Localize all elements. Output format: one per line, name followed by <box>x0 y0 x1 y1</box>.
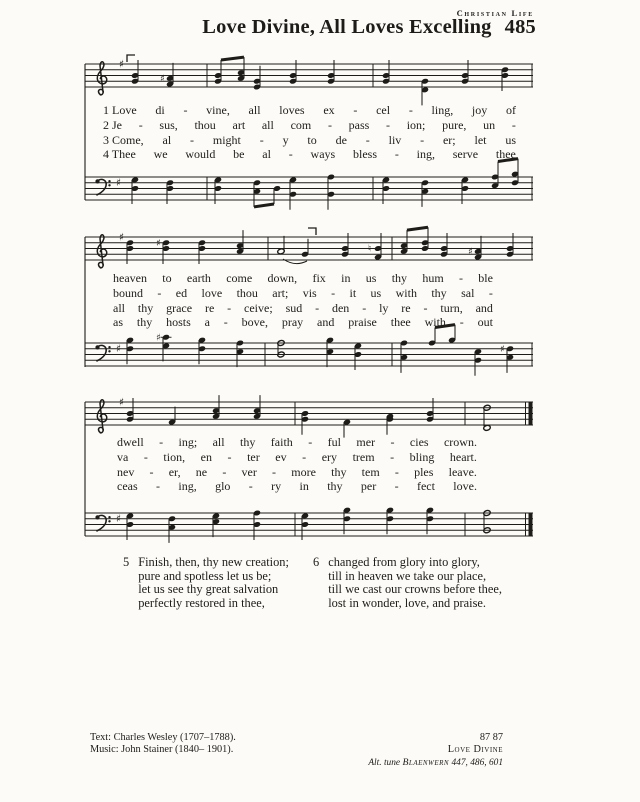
lyric-syllable: hosts <box>166 315 191 330</box>
bass-clef-icon <box>108 184 110 186</box>
syllable-hyphen: - <box>390 449 395 464</box>
lyric-syllable: bound <box>113 285 143 300</box>
lyric-syllable: heaven <box>113 271 147 285</box>
lyric-syllable: a <box>204 315 210 330</box>
lyric-syllable: ing, <box>416 147 435 162</box>
lyric-syllable: er; <box>442 132 456 147</box>
lyrics-system-3 <box>117 435 477 494</box>
lyric-syllable: sal <box>461 285 475 300</box>
lyric-syllable: out <box>477 315 493 330</box>
lyric-syllable: love. <box>453 479 477 494</box>
bass-clef-icon <box>95 515 99 519</box>
lyric-syllable: to <box>162 271 172 285</box>
lyric-syllable: it <box>349 285 357 300</box>
lyric-syllable: to <box>307 132 317 147</box>
lyric-syllable: thy <box>391 271 408 285</box>
lyric-syllable: al <box>162 132 172 147</box>
final-barline-thick <box>529 513 533 536</box>
lyric-syllable: ex <box>323 103 335 117</box>
accidental: ♯ <box>500 343 505 355</box>
syllable-hyphen: - <box>223 315 228 330</box>
lyric-syllable: ceas <box>117 479 138 494</box>
lyric-syllable: ly <box>379 300 389 315</box>
lyric-syllable: pass <box>348 117 370 132</box>
lyric-syllable: all <box>261 117 274 132</box>
lyric-syllable: of <box>505 103 516 117</box>
lyric-syllable: y <box>282 132 289 147</box>
meter: 87 87 <box>479 732 503 743</box>
lyric-line <box>117 465 477 480</box>
lyric-syllable: tion, <box>163 449 186 464</box>
lyric-syllable: we <box>153 147 168 162</box>
lyric-syllable: art <box>232 117 246 132</box>
key-signature-sharp: ♯ <box>116 343 122 355</box>
lyric-syllable: ling, <box>431 103 454 117</box>
lyric-syllable: might <box>212 132 241 147</box>
lyric-syllable: and <box>475 300 493 315</box>
lyric-syllable: leave. <box>448 464 477 479</box>
treble-clef-icon <box>97 235 106 268</box>
lyric-syllable: ery <box>321 449 338 464</box>
accidental: ♯ <box>156 237 161 249</box>
syllable-hyphen: - <box>327 117 332 132</box>
lyric-syllable: mer <box>356 435 376 449</box>
lyric-line <box>117 479 477 494</box>
category-heading: Christian Life <box>456 8 534 18</box>
verse-line: changed from glory into glory, <box>328 555 480 569</box>
syllable-hyphen: - <box>288 147 293 162</box>
lyric-syllable: love <box>201 285 223 300</box>
lyric-syllable: loves <box>279 103 305 117</box>
lyric-syllable: all <box>248 103 261 117</box>
lyric-syllable: as <box>113 315 123 330</box>
lyric-syllable: all <box>113 300 125 315</box>
key-signature-sharp: ♯ <box>119 396 125 409</box>
lyric-syllable: sud <box>285 300 303 315</box>
key-signature-sharp: ♯ <box>119 58 125 71</box>
treble-clef-icon <box>97 400 106 433</box>
lyric-syllable: thy <box>327 479 343 494</box>
accidental: ♯ <box>468 246 473 258</box>
lyric-syllable: faith <box>270 435 293 449</box>
lyric-syllable: va <box>117 449 129 464</box>
verse-number: 5 <box>123 555 130 569</box>
verse-lines <box>328 556 502 611</box>
key-signature-sharp: ♯ <box>119 231 125 244</box>
lyric-syllable: un <box>483 117 496 132</box>
lyric-syllable: glo <box>215 479 231 494</box>
final-barline-thick <box>529 402 533 425</box>
lyric-line <box>113 271 493 286</box>
lyric-syllable: ples <box>414 464 434 479</box>
lyric-syllable: ry <box>271 479 282 494</box>
lyrics-system-1 <box>103 103 516 162</box>
lyric-syllable: 2 Je <box>103 117 122 132</box>
syllable-hyphen: - <box>408 103 413 117</box>
lyric-syllable: den <box>331 300 350 315</box>
verse-number: 6 <box>313 555 320 569</box>
lyric-syllable: thou <box>236 285 258 300</box>
lyric-syllable: pure, <box>442 117 467 132</box>
lyric-syllable: thy <box>431 285 447 300</box>
lyric-syllable: bling <box>409 449 435 464</box>
lyric-syllable: thy <box>137 300 154 315</box>
lyric-syllable: grace <box>166 300 193 315</box>
lyric-syllable: us <box>370 285 382 300</box>
syllable-hyphen: - <box>315 300 320 315</box>
verse-6 <box>313 556 502 611</box>
music-credit: Music: John Stainer (1840– 1901). <box>90 744 234 756</box>
lyric-line <box>113 286 493 301</box>
beam <box>407 227 428 230</box>
bass-clef-icon <box>95 179 99 183</box>
alt-tune: Alt. tune Blaenwern 447, 486, 601 <box>368 756 503 768</box>
lyric-line <box>113 301 493 316</box>
lyric-syllable: fix <box>312 271 326 285</box>
syllable-hyphen: - <box>420 132 425 147</box>
lyric-syllable: earth <box>186 271 211 285</box>
lyric-syllable: 4 Thee <box>103 147 136 162</box>
verse-line: till in heaven we take our place, <box>328 568 487 583</box>
lyric-syllable: ion; <box>406 117 426 132</box>
lyric-syllable: vis <box>302 285 317 300</box>
lyric-syllable: and <box>317 315 335 330</box>
bass-clef-icon <box>108 350 110 352</box>
syllable-hyphen: - <box>138 117 143 132</box>
lyric-syllable: thee <box>390 315 411 330</box>
lyric-syllable: com <box>290 117 312 132</box>
text-credit: Text: Charles Wesley (1707–1788). <box>90 732 236 743</box>
accidental: ♮ <box>368 243 372 255</box>
lyric-syllable: bless <box>353 147 378 162</box>
lyric-syllable: bove, <box>241 315 268 330</box>
lyric-syllable: more <box>291 464 316 479</box>
verse-line: perfectly restored in thee, <box>138 596 265 611</box>
lyric-syllable: en <box>200 449 212 464</box>
syllable-hyphen: - <box>488 285 493 300</box>
verse-line: let us see thy great salvation <box>138 582 279 597</box>
lyric-syllable: ver <box>241 464 257 479</box>
lyric-syllable: per <box>360 479 377 494</box>
lyric-syllable: in <box>341 271 351 285</box>
syllable-hyphen: - <box>248 479 253 494</box>
lyric-line <box>113 315 493 330</box>
tune-name: Love Divine <box>447 744 503 756</box>
lyric-syllable: 3 Come, <box>103 132 144 147</box>
lyric-syllable: in <box>299 479 309 494</box>
lyric-syllable: liv <box>388 132 402 147</box>
tune-info <box>368 732 503 769</box>
lyric-syllable: ed <box>175 285 188 300</box>
lyric-syllable: ing; <box>178 435 198 449</box>
syllable-hyphen: - <box>394 464 399 479</box>
lyric-syllable: art; <box>272 285 289 300</box>
syllable-hyphen: - <box>227 449 232 464</box>
lyric-syllable: with <box>395 285 417 300</box>
lyric-syllable: ter <box>247 449 260 464</box>
lyric-syllable: thou <box>194 117 216 132</box>
lyric-syllable: with <box>424 315 446 330</box>
syllable-hyphen: - <box>511 117 516 132</box>
verse-line: Finish, then, thy new creation; <box>138 555 289 569</box>
syllable-hyphen: - <box>353 103 358 117</box>
lyric-syllable: de <box>335 132 347 147</box>
lyric-syllable: ways <box>310 147 336 162</box>
syllable-hyphen: - <box>394 147 399 162</box>
lyrics-system-2 <box>113 271 493 330</box>
lyric-syllable: ing, <box>178 479 197 494</box>
lyric-syllable: heart. <box>449 449 477 464</box>
verse-lines <box>138 556 289 611</box>
lyric-syllable: trem <box>352 449 375 464</box>
lyric-syllable: ev <box>275 449 287 464</box>
bass-clef-icon <box>108 520 110 522</box>
page-title: Love Divine, All Loves Excelling <box>202 16 492 38</box>
verse-5 <box>123 556 289 611</box>
syllable-hyphen: - <box>159 435 164 449</box>
lyric-line <box>117 450 477 465</box>
lyric-syllable: dwell <box>117 435 144 449</box>
syllable-hyphen: - <box>149 464 154 479</box>
hymn-number: 485 <box>504 16 536 38</box>
lyric-line <box>103 118 516 133</box>
key-signature-sharp: ♯ <box>116 177 122 189</box>
lyric-line <box>103 147 516 162</box>
lyric-syllable: let <box>474 132 487 147</box>
syllable-hyphen: - <box>394 479 399 494</box>
key-signature-sharp: ♯ <box>116 513 122 525</box>
treble-clef-icon <box>97 62 106 95</box>
lyric-syllable: thy <box>240 435 256 449</box>
lyric-syllable: crown. <box>443 435 477 449</box>
syllable-hyphen: - <box>362 300 367 315</box>
phrase-bracket <box>308 228 316 235</box>
lyric-syllable: re <box>204 300 215 315</box>
accidental: ♯ <box>160 73 165 85</box>
lyric-line <box>103 133 516 148</box>
lyric-syllable: cies <box>409 435 429 449</box>
syllable-hyphen: - <box>423 300 428 315</box>
syllable-hyphen: - <box>272 464 277 479</box>
syllable-hyphen: - <box>183 103 188 117</box>
lyric-syllable: nev <box>117 464 135 479</box>
lyric-syllable: ceive; <box>244 300 273 315</box>
lyric-syllable: al <box>262 147 271 162</box>
syllable-hyphen: - <box>390 435 395 449</box>
lyric-syllable: fect <box>416 479 435 494</box>
lyric-line <box>117 435 477 450</box>
lyric-syllable: 1 Love <box>103 103 137 117</box>
syllable-hyphen: - <box>302 449 307 464</box>
syllable-hyphen: - <box>227 300 232 315</box>
bass-clef-icon <box>108 180 110 182</box>
bass-clef-icon <box>95 345 99 349</box>
lyric-syllable: all <box>212 435 225 449</box>
lyric-syllable: tem <box>361 464 380 479</box>
lyric-syllable: thee <box>495 147 516 162</box>
lyric-syllable: vine, <box>206 103 230 117</box>
lyric-syllable: cel <box>376 103 391 117</box>
syllable-hyphen: - <box>190 132 195 147</box>
lyric-line <box>103 103 516 118</box>
lyric-syllable: thy <box>136 315 153 330</box>
lyric-syllable: di <box>155 103 165 117</box>
beam <box>221 57 244 60</box>
lyric-syllable: sus, <box>159 117 178 132</box>
lyric-syllable: pray <box>281 315 304 330</box>
syllable-hyphen: - <box>222 464 227 479</box>
syllable-hyphen: - <box>308 435 313 449</box>
syllable-hyphen: - <box>459 271 463 285</box>
lyric-syllable: ful <box>327 435 341 449</box>
bass-clef-icon <box>108 346 110 348</box>
syllable-hyphen: - <box>386 117 391 132</box>
lyric-syllable: thy <box>331 464 347 479</box>
verse-line: lost in wonder, love, and praise. <box>328 596 486 611</box>
syllable-hyphen: - <box>157 285 162 300</box>
lyric-syllable: come <box>226 271 253 285</box>
syllable-hyphen: - <box>331 285 336 300</box>
lyric-syllable: ne <box>195 464 208 479</box>
lyric-syllable: turn, <box>440 300 463 315</box>
phrase-bracket <box>127 55 135 62</box>
lyric-syllable: down, <box>267 271 298 285</box>
lyric-syllable: er, <box>168 464 181 479</box>
credits <box>90 732 236 757</box>
lyric-syllable: re <box>401 300 411 315</box>
syllable-hyphen: - <box>365 132 370 147</box>
lyric-syllable: ble <box>478 271 493 285</box>
lyric-syllable: joy <box>471 103 488 117</box>
syllable-hyphen: - <box>459 315 464 330</box>
lyric-syllable: hum <box>422 271 444 285</box>
lyric-syllable: would <box>185 147 216 162</box>
lyric-syllable: us <box>505 132 516 147</box>
lyric-syllable: serve <box>452 147 479 162</box>
lyric-syllable: praise <box>348 315 377 330</box>
lyric-syllable: be <box>233 147 245 162</box>
lyric-syllable: us <box>365 271 377 285</box>
beam <box>254 204 274 207</box>
syllable-hyphen: - <box>156 479 161 494</box>
verse-line: pure and spotless let us be; <box>138 568 272 583</box>
accidental: ♯ <box>156 332 161 344</box>
bass-clef-icon <box>108 516 110 518</box>
verse-line: till we cast our crowns before thee, <box>328 582 502 597</box>
syllable-hyphen: - <box>259 132 264 147</box>
syllable-hyphen: - <box>143 449 148 464</box>
